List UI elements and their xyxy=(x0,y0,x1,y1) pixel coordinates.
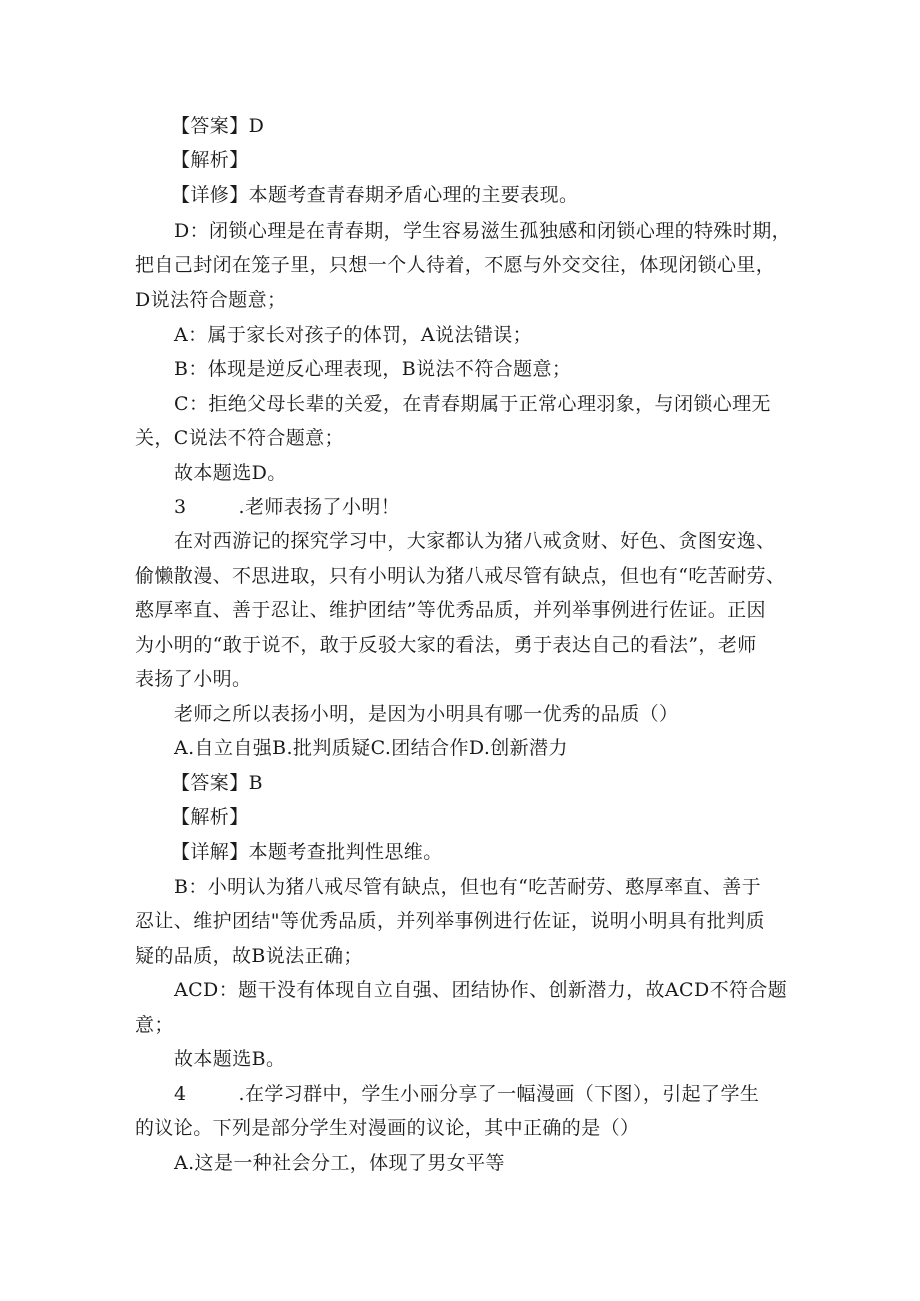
q3-detail: 【详解】本题考查批判性思维。 xyxy=(171,841,443,863)
q3-stem-cont-2: 憨厚率直、善于忍让、维护团结”等优秀品质，并列举事例进行佐证。正因 xyxy=(135,599,766,621)
q2-option-d-explanation-cont: 把自己封闭在笼子里，只想一个人待着，不愿与外交交往，体现闭锁心里， xyxy=(135,254,776,276)
q4-option-a: A.这是一种社会分工，体现了男女平等 xyxy=(174,1152,505,1174)
q3-answer: 【答案】B xyxy=(171,772,263,794)
q3-conclusion: 故本题选B。 xyxy=(174,1048,286,1070)
q2-conclusion: 故本题选D。 xyxy=(174,462,287,484)
q3-stem: 在对西游记的探究学习中，大家都认为猪八戒贪财、好色、贪图安逸、 xyxy=(174,530,776,552)
q2-detail: 【详修】本题考查青春期矛盾心理的主要表现。 xyxy=(171,184,579,206)
q3-question: 老师之所以表扬小明，是因为小明具有哪一优秀的品质（） xyxy=(174,703,679,725)
q3-option-b-explanation-cont: 忍让、维护团结"等优秀品质，并列举事例进行佐证，说明小明具有批判质 xyxy=(135,910,765,932)
q3-option-acd-explanation-end: 意； xyxy=(135,1014,174,1036)
q4-stem-text: .在学习群中，学生小丽分享了一幅漫画（下图），引起了学生 xyxy=(238,1083,760,1105)
q2-option-b-explanation: B：体现是逆反心理表现，B说法不符合题意； xyxy=(174,358,572,380)
q3-stem-cont-4: 表扬了小明。 xyxy=(135,668,252,690)
q2-analysis-heading: 【解析】 xyxy=(171,149,249,171)
q4-stem xyxy=(0,1083,920,1105)
q3-number: 3 xyxy=(174,496,187,518)
q2-answer: 【答案】D xyxy=(171,115,265,137)
q2-option-d-explanation-end: D说法符合题意； xyxy=(135,289,287,311)
q3-analysis-heading: 【解析】 xyxy=(171,806,249,828)
q3-title: .老师表扬了小明！ xyxy=(238,496,401,518)
q4-stem-cont: 的议论。下列是部分学生对漫画的议论，其中正确的是（） xyxy=(135,1117,640,1139)
q3-option-b-explanation: B：小明认为猪八戒尽管有缺点，但也有“吃苦耐劳、憨厚率直、善于 xyxy=(174,876,762,898)
q2-option-c-explanation: C：拒绝父母长辈的关爱，在青春期属于正常心理羽象，与闭锁心理无 xyxy=(174,393,771,415)
q3-stem-cont-1: 偷懒散漫、不思进取，只有小明认为猪八戒尽管有缺点，但也有“吃苦耐劳、 xyxy=(135,565,786,587)
q3-options: A.自立自强B.批判质疑C.团结合作D.创新潜力 xyxy=(174,737,568,759)
q2-option-a-explanation: A：属于家长对孩子的体罚，A说法错误； xyxy=(174,324,533,346)
q2-option-c-explanation-cont: 关，C说法不符合题意； xyxy=(135,427,344,449)
q3-option-acd-explanation: ACD：题干没有体现自立自强、团结协作、创新潜力，故ACD不符合题 xyxy=(174,979,788,1001)
q3-heading xyxy=(0,496,920,518)
q2-option-d-explanation: D：闭锁心理是在青春期，学生容易滋生孤独感和闭锁心理的特殊时期， xyxy=(174,220,792,242)
q3-stem-cont-3: 为小明的“敢于说不，敢于反驳大家的看法，勇于表达自己的看法”，老师 xyxy=(135,634,757,656)
q4-number: 4 xyxy=(174,1083,187,1105)
q3-option-b-explanation-end: 疑的品质，故B说法正确； xyxy=(135,945,363,967)
